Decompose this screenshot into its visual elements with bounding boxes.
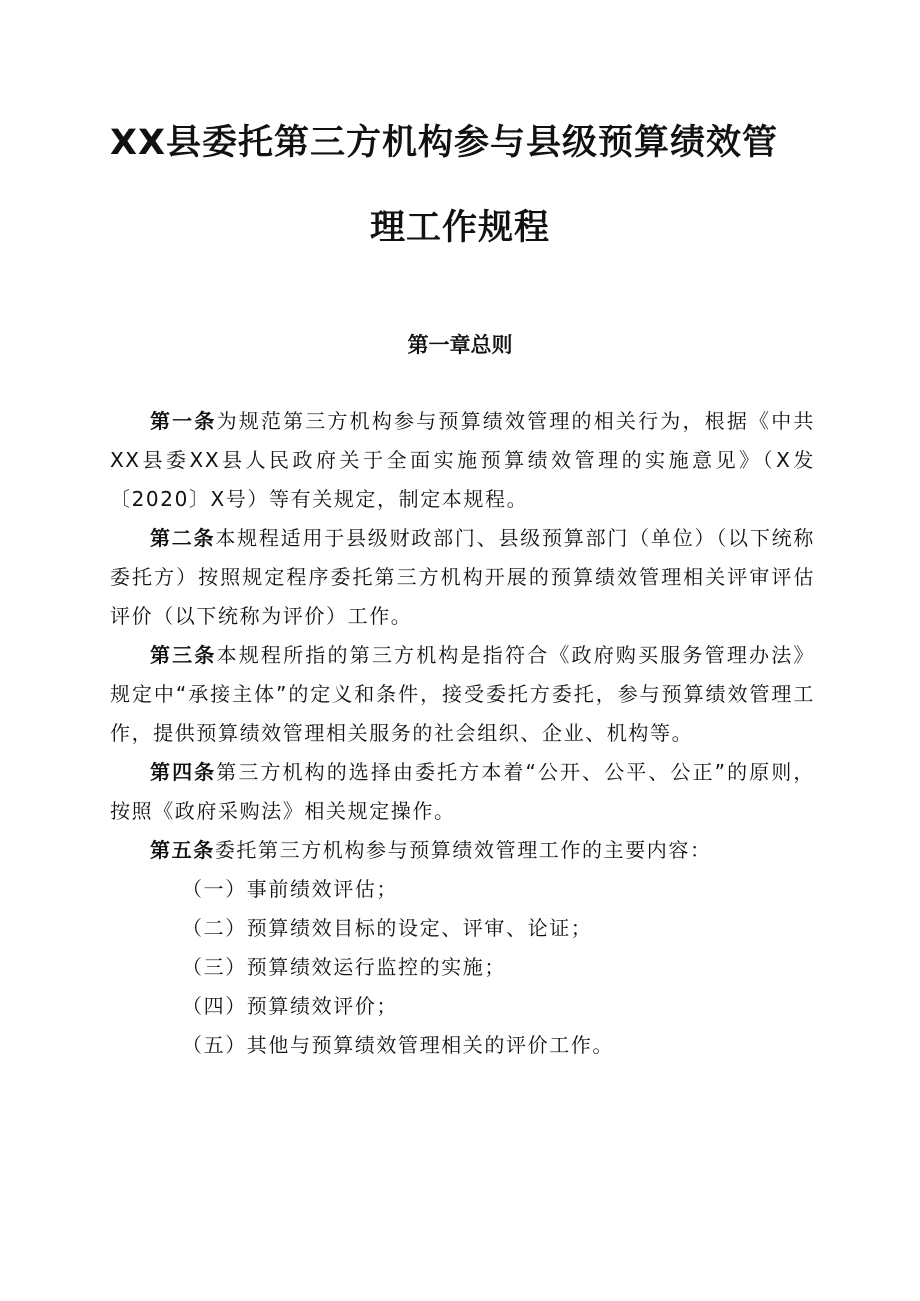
chapter-heading: 第一章总则 [407,333,513,357]
article-text: 本规程适用于县级财政部门、县级预算部门（单位）（以下统称委托方）按照规定程序委托第三方机构开展的预算绩效管理相关评审评估评价（以下统称为评价）工作。 [110,526,815,628]
article-text: 为规范第三方机构参与预算绩效管理的相关行为，根据《中共XX县委XX县人民政府关于全面实施预算绩效管理的实施意见》（X发〔2020〕X号）等有关规定，制定本规程。 [110,409,815,511]
article-text: 本规程所指的第三方机构是指符合《政府购买服务管理办法》规定中“承接主体”的定义和条件，接受委托方委托，参与预算绩效管理工作，提供预算绩效管理相关服务的社会组织、企业、机构等。 [110,643,815,745]
article-label: 第三条 [150,643,217,667]
article-1 [110,402,815,519]
list-item: （四）预算绩效评价； [182,994,398,1018]
article-2 [110,519,815,636]
list-item: （一）事前绩效评估； [182,877,398,901]
article-text: 第三方机构的选择由委托方本着“公开、公平、公正”的原则，按照《政府采购法》相关规定操作。 [110,760,815,823]
article-3 [110,636,815,753]
article-5 [110,831,815,870]
document-title-line-1: XX县委托第三方机构参与县级预算绩效管 [110,123,778,163]
article-label: 第四条 [150,760,217,784]
document-body [110,402,815,1065]
list-item: （二）预算绩效目标的设定、评审、论证； [182,916,593,940]
article-4 [110,753,815,831]
article-label: 第一条 [150,409,217,433]
article-text: 委托第三方机构参与预算绩效管理工作的主要内容： [214,838,712,862]
list-item: （五）其他与预算绩效管理相关的评价工作。 [182,1033,614,1057]
document-title-line-2: 理工作规程 [369,208,550,248]
article-label: 第五条 [150,838,215,862]
article-label: 第二条 [150,526,216,550]
list-item: （三）预算绩效运行监控的实施； [182,955,506,979]
